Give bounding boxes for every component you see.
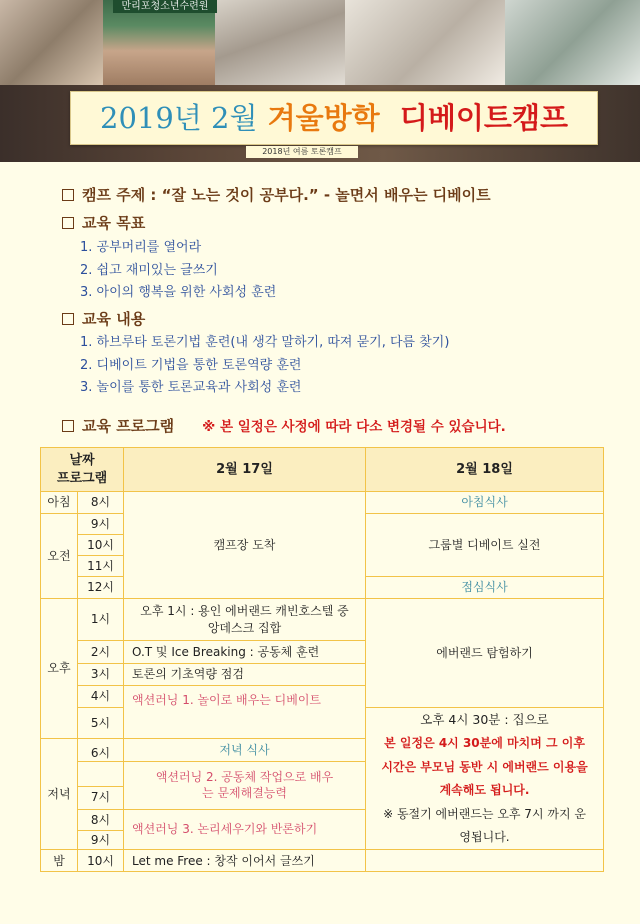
d2-everland: 에버랜드 탐험하기 bbox=[366, 599, 604, 708]
period-cell: 오후 bbox=[41, 599, 78, 739]
table-row bbox=[41, 492, 604, 514]
title-season: 겨울방학 bbox=[267, 101, 380, 135]
d1-action-learning-3: 액션러닝 3. 논리세우기와 반론하기 bbox=[124, 809, 366, 850]
camp-theme bbox=[62, 184, 491, 205]
photo-caption: 2018년 여름 토론캠프 bbox=[246, 146, 358, 158]
d1-gather: 오후 1시 : 용인 에버랜드 캐빈호스텔 중앙데스크 집합 bbox=[124, 599, 366, 641]
corner-program-label: 프로그램 bbox=[56, 470, 108, 486]
camp-photo bbox=[505, 0, 640, 85]
goal-item: 3. 아이의 행복을 위한 사회성 훈련 bbox=[80, 285, 277, 300]
d1-ot: O.T 및 Ice Breaking : 공동체 훈련 bbox=[124, 641, 366, 664]
title-year: 2019년 2월 bbox=[100, 101, 258, 135]
program-heading-text: 교육 프로그램 bbox=[82, 417, 175, 435]
d2-end-note: 본 일정은 4시 30분에 마치며 그 이후 시간은 부모님 동반 시 에버랜드 이용을 계속해도 됩니다. bbox=[381, 736, 588, 798]
contents-heading bbox=[62, 308, 145, 329]
checkbox-bullet-icon bbox=[62, 189, 74, 201]
hour-cell: 3시 bbox=[78, 664, 124, 686]
content-item: 2. 디베이트 기법을 통한 토론역량 훈련 bbox=[80, 358, 302, 373]
page-title bbox=[71, 92, 597, 144]
hour-cell: 11시 bbox=[78, 556, 124, 577]
period-cell: 아침 bbox=[41, 492, 78, 514]
goals-heading bbox=[62, 212, 145, 233]
d1-action-learning-2: 액션러닝 2. 공동체 작업으로 배우는 문제해결능력 bbox=[124, 761, 366, 809]
d2-notes bbox=[366, 708, 604, 850]
hour-cell: 8시 bbox=[78, 492, 124, 514]
hour-cell: 2시 bbox=[78, 641, 124, 664]
hour-cell: 8시 bbox=[78, 809, 124, 831]
d2-breakfast: 아침식사 bbox=[366, 492, 604, 514]
day1-header: 2월 17일 bbox=[124, 448, 366, 492]
corner-cell bbox=[41, 448, 124, 492]
hour-cell: 9시 bbox=[78, 514, 124, 535]
hour-cell: 5시 bbox=[78, 708, 124, 739]
content-item: 3. 놀이를 통한 토론교육과 사회성 훈련 bbox=[80, 380, 302, 395]
program-heading bbox=[62, 415, 506, 436]
empty-cell bbox=[366, 850, 604, 872]
camp-photo bbox=[215, 0, 345, 85]
d1-basics: 토론의 기초역량 점검 bbox=[124, 664, 366, 686]
schedule-table bbox=[40, 447, 604, 872]
camp-photo bbox=[0, 0, 103, 85]
contents-heading-text: 교육 내용 bbox=[82, 310, 146, 328]
table-row bbox=[41, 599, 604, 641]
youth-center-sign: 만리포청소년수련원 bbox=[113, 0, 217, 13]
table-header-row bbox=[41, 448, 604, 492]
d2-winter-hours-note: ※ 동절기 에버랜드는 오후 7시 까지 운영됩니다. bbox=[383, 806, 586, 844]
hour-cell: 4시 bbox=[78, 686, 124, 708]
period-cell: 오전 bbox=[41, 514, 78, 599]
hour-cell: 9시 bbox=[78, 831, 124, 850]
period-cell: 저녁 bbox=[41, 739, 78, 850]
checkbox-bullet-icon bbox=[62, 217, 74, 229]
hour-cell: 10시 bbox=[78, 850, 124, 872]
d2-lunch: 점심식사 bbox=[366, 577, 604, 599]
day2-header: 2월 18일 bbox=[366, 448, 604, 492]
camp-theme-text: 캠프 주제 : “잘 노는 것이 공부다.” - 놀면서 배우는 디베이트 bbox=[82, 186, 491, 204]
hour-cell bbox=[78, 761, 124, 786]
title-banner bbox=[70, 91, 598, 145]
goals-heading-text: 교육 목표 bbox=[82, 214, 146, 232]
photo-collage bbox=[0, 0, 640, 162]
hour-cell: 7시 bbox=[78, 786, 124, 809]
table-row bbox=[41, 850, 604, 872]
checkbox-bullet-icon bbox=[62, 313, 74, 325]
schedule-change-note: ※ 본 일정은 사정에 따라 다소 변경될 수 있습니다. bbox=[202, 419, 506, 435]
goal-item: 1. 공부머리를 열어라 bbox=[80, 240, 202, 255]
d2-practice: 그룹별 디베이트 실전 bbox=[366, 514, 604, 577]
d1-arrival: 캠프장 도착 bbox=[124, 492, 366, 599]
d1-action-learning-1: 액션러닝 1. 놀이로 배우는 디베이트 bbox=[124, 686, 366, 739]
title-camp: 디베이트캠프 bbox=[399, 101, 568, 135]
checkbox-bullet-icon bbox=[62, 420, 74, 432]
hour-cell: 1시 bbox=[78, 599, 124, 641]
goal-item: 2. 쉽고 재미있는 글쓰기 bbox=[80, 263, 218, 278]
d2-go-home: 오후 4시 30분 : 집으로 bbox=[420, 712, 549, 727]
hour-cell: 12시 bbox=[78, 577, 124, 599]
period-cell: 밤 bbox=[41, 850, 78, 872]
content-item: 1. 하브루타 토론기법 훈련(내 생각 말하기, 따져 묻기, 다름 찾기) bbox=[80, 335, 450, 350]
hour-cell: 10시 bbox=[78, 535, 124, 556]
hour-cell: 6시 bbox=[78, 739, 124, 762]
corner-date-label: 날짜 bbox=[69, 452, 95, 468]
camp-photo bbox=[345, 0, 505, 85]
d1-dinner: 저녁 식사 bbox=[124, 739, 366, 762]
d1-free-writing: Let me Free : 창작 이어서 글쓰기 bbox=[124, 850, 366, 872]
